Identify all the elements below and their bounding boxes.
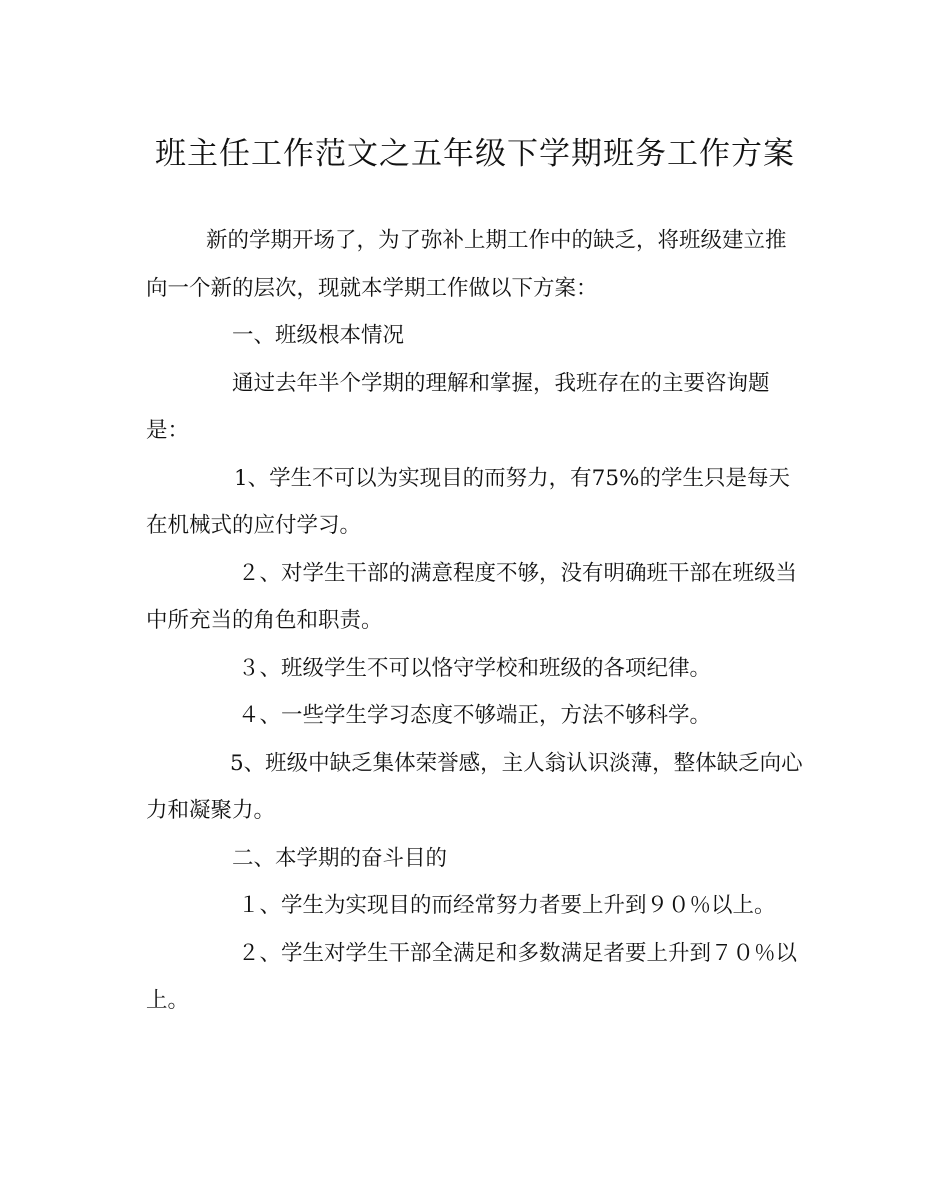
list-item-problem-4: ４、一些学生学习态度不够端正，方法不够科学。 [238,703,712,728]
list-item-problem-3: ３、班级学生不可以恪守学校和班级的各项纪律。 [238,655,712,681]
heading-section-2: 二、本学期的奋斗目的 [232,845,448,871]
list-item-problem-1: 1、学生不可以为实现目的而努力，有75%的学生只是每天在机械式的应付学习。 [146,465,790,538]
list-item-problem-2: ２、对学生干部的满意程度不够，没有明确班干部在班级当中所充当的角色和职责。 [146,560,798,633]
document-body [146,217,806,1025]
list-item-problem-5: 5、班级中缺乏集体荣誉感，主人翁认识淡薄，整体缺乏向心力和凝聚力。 [146,750,803,823]
paragraph-problems-intro: 通过去年半个学期的理解和掌握，我班存在的主要咨询题是： [146,370,770,443]
document-title: 班主任工作范文之五年级下学期班务工作方案 [155,136,795,172]
paragraph-intro: 新的学期开场了，为了弥补上期工作中的缺乏，将班级建立推向一个新的层次，现就本学期工作做以下方案： [146,228,787,301]
list-item-goal-2: ２、学生对学生干部全满足和多数满足者要上升到７０％以上。 [146,940,798,1013]
list-item-goal-1: １、学生为实现目的而经常努力者要上升到９０％以上。 [238,893,776,918]
heading-section-1: 一、班级根本情况 [232,323,405,348]
